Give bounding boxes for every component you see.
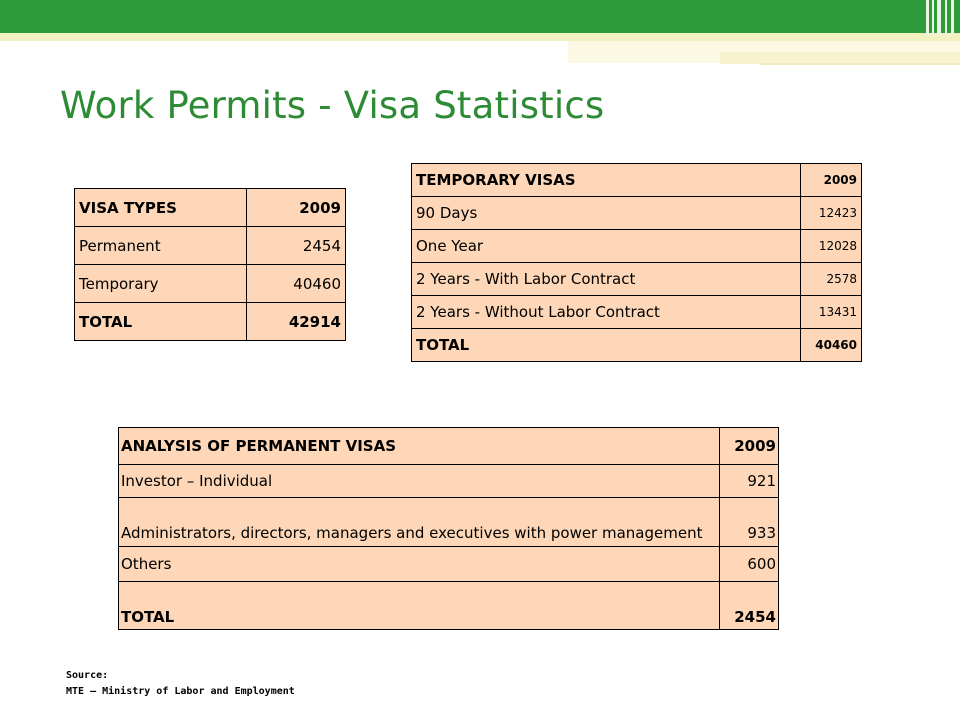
table-cell: 12423 xyxy=(801,197,862,230)
table-cell: 2 Years - Without Labor Contract xyxy=(412,296,801,329)
table-header-row xyxy=(119,428,779,465)
table-cell: One Year xyxy=(412,230,801,263)
table-row xyxy=(75,227,346,265)
table-header-cell: ANALYSIS OF PERMANENT VISAS xyxy=(119,428,720,465)
table-cell: 2578 xyxy=(801,263,862,296)
table-cell: 2454 xyxy=(247,227,346,265)
table-cell: 42914 xyxy=(247,303,346,341)
table-cell: 933 xyxy=(720,498,779,547)
table-cell: 921 xyxy=(720,465,779,498)
table-cell: Others xyxy=(119,547,720,582)
table-cell: Permanent xyxy=(75,227,247,265)
table-cell: TOTAL xyxy=(119,582,720,630)
banner-green-bar xyxy=(0,0,960,33)
table-header-cell: VISA TYPES xyxy=(75,189,247,227)
table-cell: 40460 xyxy=(247,265,346,303)
table-cell: TOTAL xyxy=(75,303,247,341)
table-header-row xyxy=(412,164,862,197)
table-cell: TOTAL xyxy=(412,329,801,362)
banner-line xyxy=(760,63,960,65)
header-banner xyxy=(0,0,960,72)
source-label: Source: xyxy=(66,670,109,681)
table-cell: 2 Years - With Labor Contract xyxy=(412,263,801,296)
table-cell: Investor – Individual xyxy=(119,465,720,498)
table-total-row xyxy=(119,582,779,630)
table-header-cell: 2009 xyxy=(801,164,862,197)
table-cell: 40460 xyxy=(801,329,862,362)
page-title: Work Permits - Visa Statistics xyxy=(60,84,605,127)
source-note xyxy=(66,668,295,700)
table-header-cell: TEMPORARY VISAS xyxy=(412,164,801,197)
table-cell: Temporary xyxy=(75,265,247,303)
source-text: MTE – Ministry of Labor and Employment xyxy=(66,686,295,697)
table-cell: Administrators, directors, managers and executives with power management xyxy=(119,498,720,547)
table-row xyxy=(412,230,862,263)
table-row xyxy=(75,265,346,303)
table-total-row xyxy=(412,329,862,362)
table-header-cell: 2009 xyxy=(720,428,779,465)
table-cell: 13431 xyxy=(801,296,862,329)
table-row xyxy=(412,197,862,230)
temporary-visas-table xyxy=(411,163,862,362)
table-row xyxy=(412,296,862,329)
table-cell: 12028 xyxy=(801,230,862,263)
permanent-visas-table xyxy=(118,427,779,630)
table-cell: 2454 xyxy=(720,582,779,630)
table-cell: 600 xyxy=(720,547,779,582)
table-row xyxy=(119,547,779,582)
table-total-row xyxy=(75,303,346,341)
table-header-row xyxy=(75,189,346,227)
table-row xyxy=(412,263,862,296)
banner-stripes xyxy=(922,0,960,36)
table-header-cell: 2009 xyxy=(247,189,346,227)
visa-types-table xyxy=(74,188,346,341)
table-cell: 90 Days xyxy=(412,197,801,230)
banner-yellow-bar xyxy=(0,33,960,41)
table-row xyxy=(119,498,779,547)
table-row xyxy=(119,465,779,498)
